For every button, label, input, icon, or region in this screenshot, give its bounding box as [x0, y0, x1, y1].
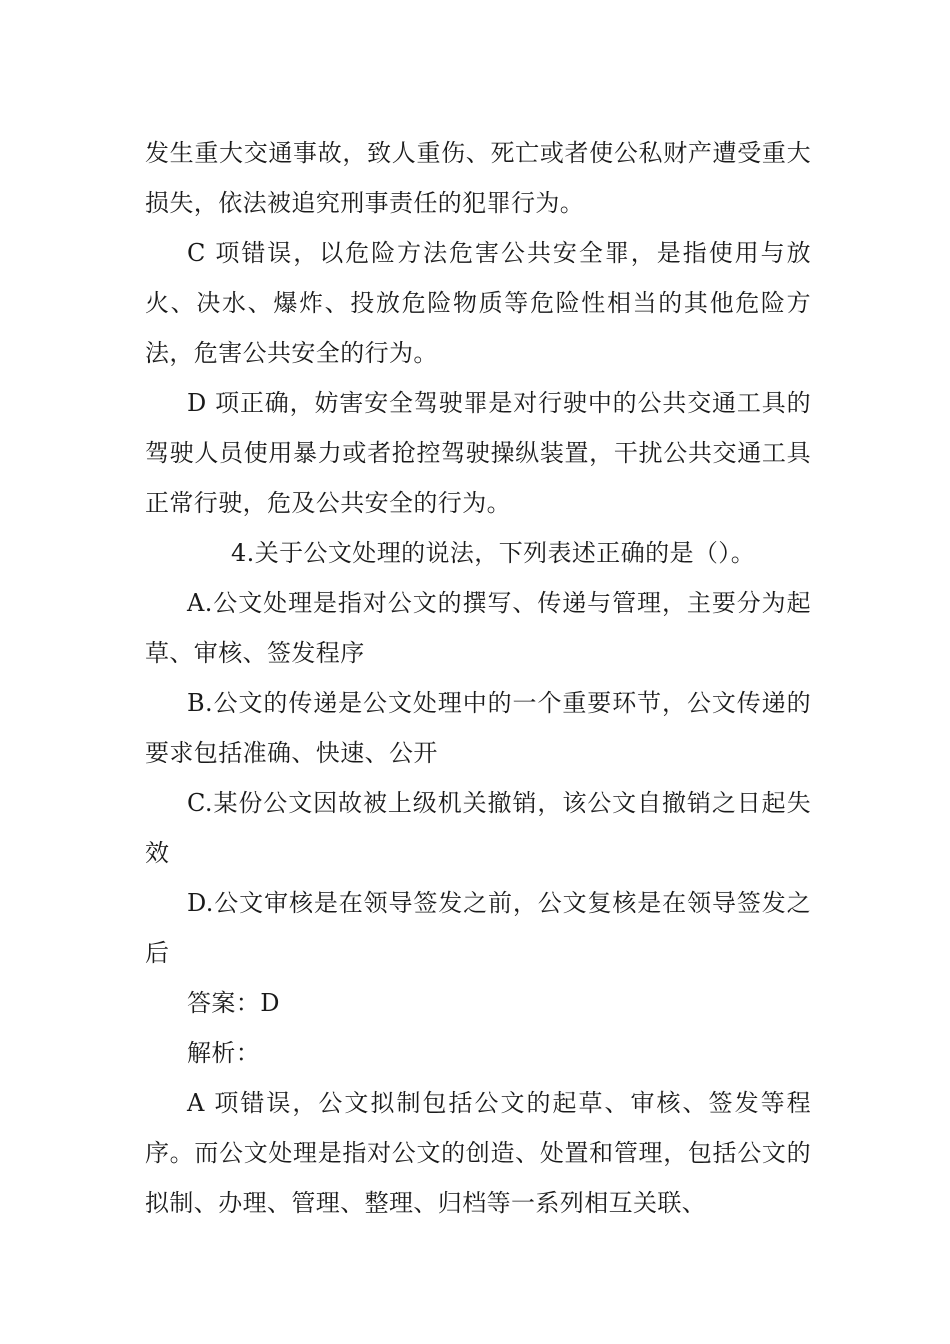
answer-line: 答案：D [187, 989, 280, 1017]
analysis-heading: 解析： [187, 1039, 261, 1067]
paragraph-option-d-explanation: D 项正确，妨害安全驾驶罪是对行驶中的公共交通工具的驾驶人员使用暴力或者抢控驾驶操纵装置，干扰公共交通工具正常行驶，危及公共安全的行为。 [145, 389, 811, 517]
paragraph-option-c-explanation: C 项错误，以危险方法危害公共安全罪，是指使用与放火、决水、爆炸、投放危险物质等危险性相当的其他危险方法，危害公共安全的行为。 [145, 239, 811, 367]
option-a: A.公文处理是指对公文的撰写、传递与管理，主要分为起草、审核、签发程序 [145, 589, 811, 667]
option-c: C.某份公文因故被上级机关撤销，该公文自撤销之日起失效 [145, 789, 811, 867]
document-body [145, 128, 811, 1228]
paragraph-continuation: 发生重大交通事故，致人重伤、死亡或者使公私财产遭受重大损失，依法被追究刑事责任的犯罪行为。 [145, 139, 811, 217]
analysis-option-a: A 项错误，公文拟制包括公文的起草、审核、签发等程序。而公文处理是指对公文的创造、处置和管理，包括公文的拟制、办理、管理、整理、归档等一系列相互关联、 [145, 1089, 811, 1217]
option-b: B.公文的传递是公文处理中的一个重要环节，公文传递的要求包括准确、快速、公开 [145, 689, 811, 767]
question-title: 4.关于公文处理的说法，下列表述正确的是（）。 [231, 539, 756, 567]
option-d: D.公文审核是在领导签发之前，公文复核是在领导签发之后 [145, 889, 811, 967]
